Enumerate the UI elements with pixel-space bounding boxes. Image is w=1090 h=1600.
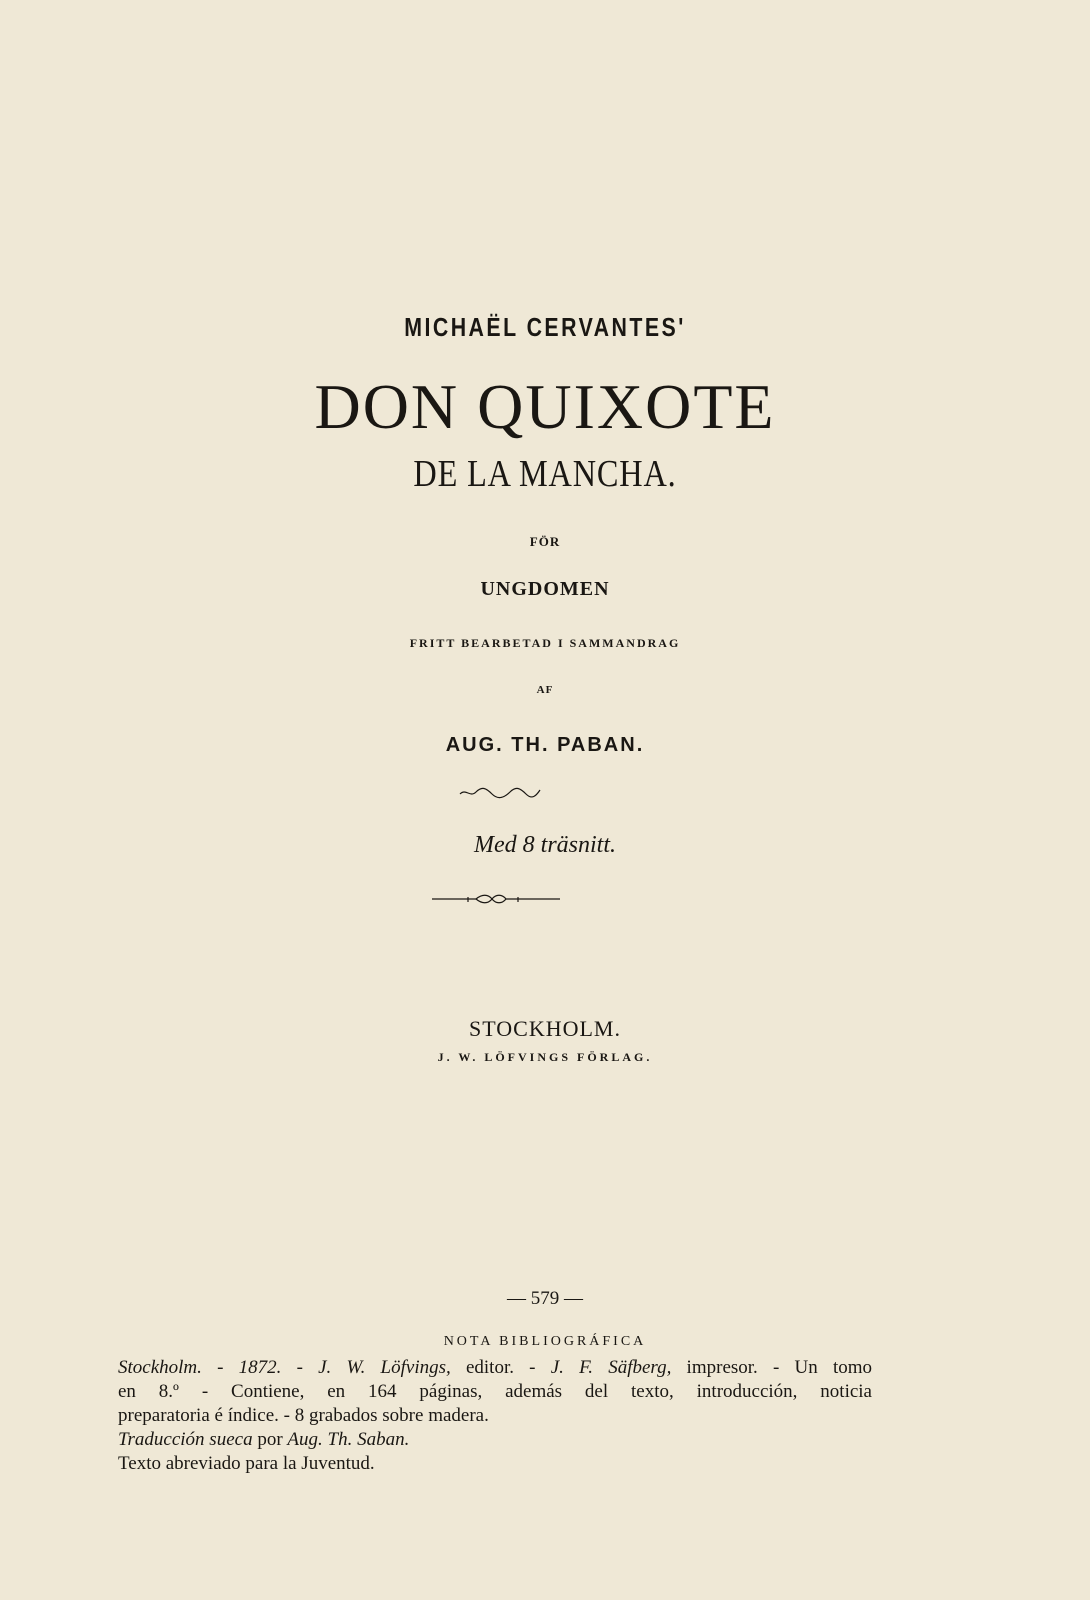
note-translator: Aug. Th. Saban.	[287, 1429, 410, 1450]
note-line-5: Texto abreviado para la Juventud.	[118, 1453, 375, 1474]
publisher-line: J. W. LÖFVINGS FÖRLAG.	[437, 1050, 653, 1064]
rule-ornament-icon	[432, 892, 560, 906]
publication-city: STOCKHOLM.	[468, 1016, 621, 1041]
note-sep-1: -	[201, 1357, 239, 1378]
audience-label: UNGDOMEN	[480, 578, 610, 600]
note-line-2: en 8.º - Contiene, en 164 páginas, además del texto, introducción, noticia	[118, 1381, 872, 1402]
book-subtitle: DE LA MANCHA.	[413, 453, 677, 495]
page-number: — 579 —	[507, 1288, 583, 1309]
book-title: DON QUIXOTE	[314, 371, 776, 442]
note-line1-rest: impresor. - Un tomo	[671, 1357, 873, 1378]
note-por: por	[252, 1429, 288, 1450]
note-sep-2: -	[281, 1357, 319, 1378]
wave-ornament-icon	[458, 786, 542, 800]
adaptation-note: FRITT BEARBETAD I SAMMANDRAG	[409, 636, 681, 650]
note-editor-role: editor. -	[450, 1357, 551, 1378]
note-printer: J. F. Säfberg,	[550, 1357, 672, 1378]
note-year: 1872.	[238, 1357, 282, 1378]
woodcuts-note: Med 8 träsnitt.	[474, 832, 616, 858]
author-line: MICHAËL CERVANTES'	[404, 312, 686, 342]
bibliographic-note	[118, 1356, 872, 1476]
note-line-3: preparatoria é índice. - 8 grabados sobre madera.	[118, 1405, 489, 1426]
by-label: AF	[536, 684, 554, 696]
note-heading: NOTA BIBLIOGRÁFICA	[443, 1334, 647, 1349]
for-label: FÖR	[529, 534, 561, 549]
note-translation: Traducción sueca	[118, 1429, 253, 1450]
note-city: Stockholm.	[118, 1357, 202, 1378]
translator-name: AUG. TH. PABAN.	[445, 734, 645, 756]
note-editor: J. W. Löfvings,	[318, 1357, 451, 1378]
note-line-4	[118, 1428, 872, 1452]
note-line-1	[118, 1356, 872, 1380]
